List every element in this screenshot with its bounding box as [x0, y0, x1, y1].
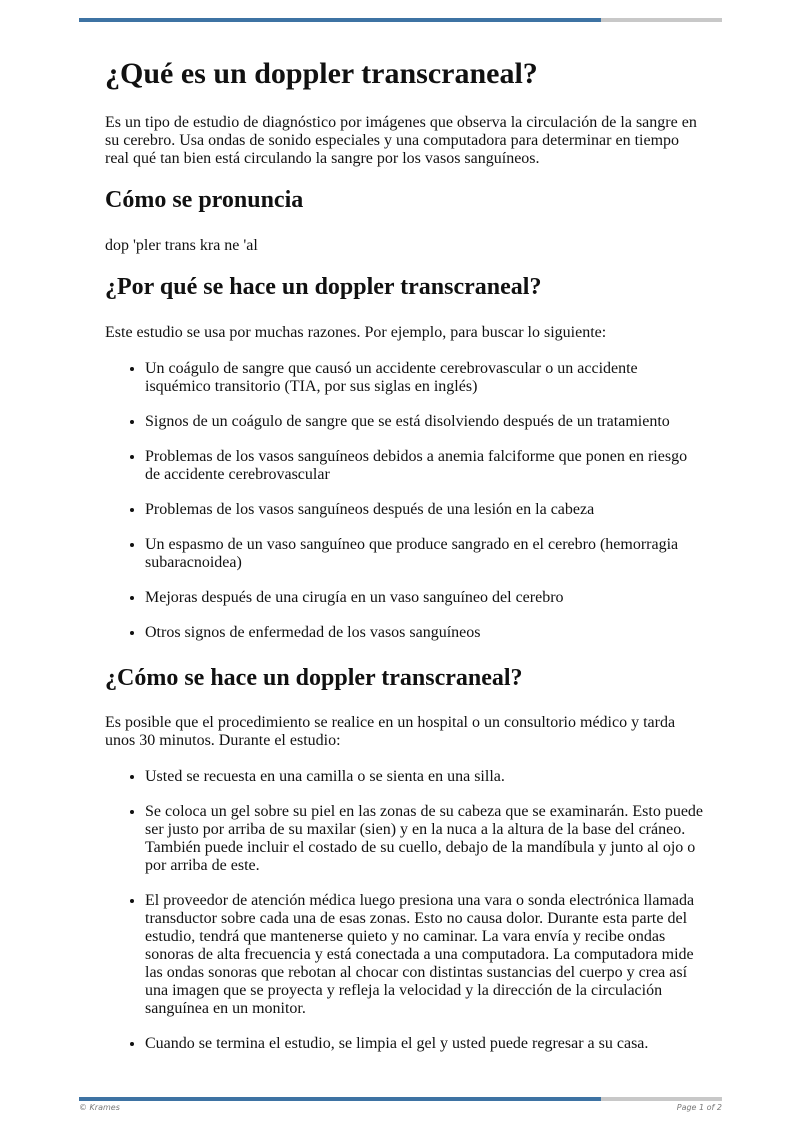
pronunciation-heading: Cómo se pronuncia: [105, 187, 304, 213]
footer-rule: [79, 1097, 722, 1101]
list-item: • El proveedor de atención médica luego presiona una vara o sonda electrónica llamada transductor sobre cada una de esas zonas. Esto no causa dolor. Durante esta parte del estudio, tendrá que mantenerse quieto y no caminar. La vara envía y recibe ondas sonoras de alta frecuencia y está conectada a una computadora. La computadora mide las ondas sonoras que rebotan al chocar con distintas sustancias del cuerpo y crea así una imagen que se proyecta y refleja la velocidad y la dirección de la circulación sanguínea en un monitor.: [145, 892, 705, 1018]
list-item: • Usted se recuesta en una camilla o se sienta en una silla.: [145, 768, 705, 786]
footer-page-number: Page 1 of 2: [676, 1103, 722, 1112]
how-heading: ¿Cómo se hace un doppler transcraneal?: [105, 664, 523, 691]
footer-copyright: © Krames: [79, 1103, 120, 1112]
header-rule: [79, 18, 722, 22]
page-title: ¿Qué es un doppler transcraneal?: [105, 57, 538, 90]
list-item: • Mejoras después de una cirugía en un vaso sanguíneo del cerebro: [145, 589, 705, 607]
why-intro: Este estudio se usa por muchas razones. Por ejemplo, para buscar lo siguiente:: [105, 323, 607, 341]
list-item: • Se coloca un gel sobre su piel en las zonas de su cabeza que se examinarán. Esto puede ser justo por arriba de su maxilar (sien) y en la nuca a la altura de la base del cráneo. También puede incluir el costado de su cuello, debajo de la mandíbula y junto al ojo o por arriba de este.: [145, 803, 705, 875]
why-heading: ¿Por qué se hace un doppler transcraneal?: [105, 273, 542, 300]
intro-paragraph: Es un tipo de estudio de diagnóstico por imágenes que observa la circulación de la sangre en su cerebro. Usa ondas de sonido especiales y una computadora para determinar en tiempo real qué tan bien está circulando la sangre por los vasos sanguíneos.: [105, 114, 697, 167]
footer-rule-accent: [79, 1097, 601, 1101]
header-rule-accent: [79, 18, 601, 22]
list-item: • Un espasmo de un vaso sanguíneo que produce sangrado en el cerebro (hemorragia subaracnoidea): [145, 536, 705, 572]
list-item: • Problemas de los vasos sanguíneos después de una lesión en la cabeza: [145, 501, 705, 519]
how-list: [105, 768, 705, 1053]
list-item: • Problemas de los vasos sanguíneos debidos a anemia falciforme que ponen en riesgo de accidente cerebrovascular: [145, 448, 705, 484]
how-intro: Es posible que el procedimiento se realice en un hospital o un consultorio médico y tarda unos 30 minutos. Durante el estudio:: [105, 714, 676, 750]
list-item: • Un coágulo de sangre que causó un accidente cerebrovascular o un accidente isquémico transitorio (TIA, por sus siglas en inglés): [145, 360, 705, 396]
list-item: • Otros signos de enfermedad de los vasos sanguíneos: [145, 624, 705, 642]
pronunciation-text: dop 'pler trans kra ne 'al: [105, 236, 258, 254]
document-body: [105, 56, 705, 1075]
list-item: • Signos de un coágulo de sangre que se está disolviendo después de un tratamiento: [145, 413, 705, 431]
list-item: • Cuando se termina el estudio, se limpia el gel y usted puede regresar a su casa.: [145, 1035, 705, 1053]
why-list: [105, 360, 705, 642]
